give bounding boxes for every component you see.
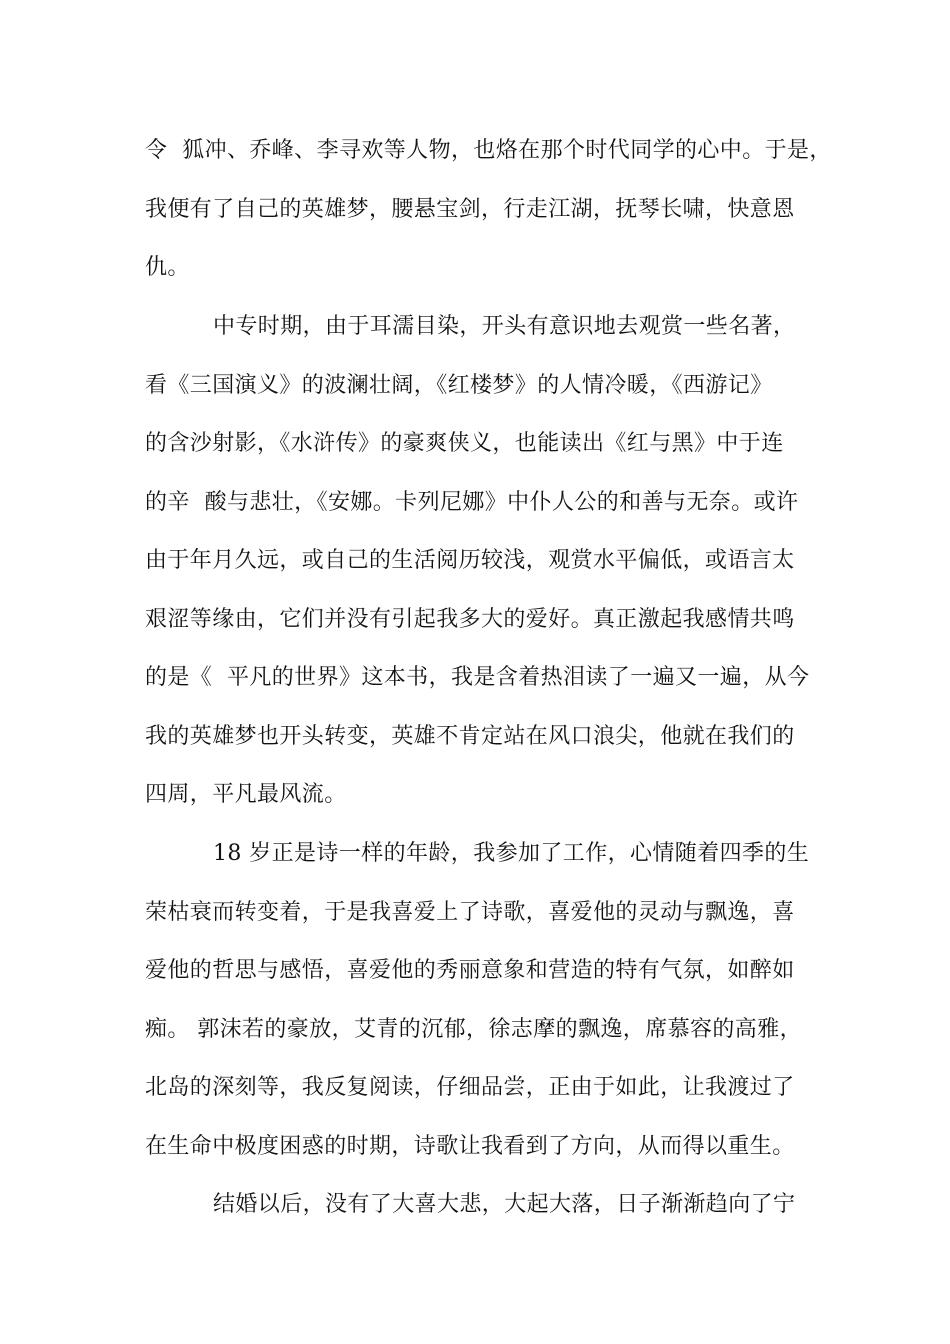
text-line: 由于年月久远，或自己的生活阅历较浅，观赏水平偏低，或语言太 (145, 548, 795, 573)
text-line: 爱他的哲思与感悟，喜爱他的秀丽意象和营造的特有气氛，如醉如 (145, 958, 795, 983)
text-line: 在生命中极度困惑的时期，诗歌让我看到了方向，从而得以重生。 (145, 1134, 795, 1159)
text-line: 艰涩等缘由，它们并没有引起我多大的爱好。真正激起我感情共鸣 (145, 607, 795, 632)
text-line: 的是《 平凡的世界》这本书，我是含着热泪读了一遍又一遍，从今 (145, 665, 810, 690)
text-line: 四周，平凡最风流。 (145, 782, 347, 807)
text-line: 令 狐冲、乔峰、李寻欢等人物，也烙在那个时代同学的心中。于是， (145, 138, 832, 163)
paragraph-first-line: 结婚以后，没有了大喜大悲，大起大落，日子渐渐趋向了宁 (213, 1192, 796, 1217)
text-line: 痴。 郭沫若的豪放，艾青的沉郁，徐志摩的飘逸，席慕容的高雅， (145, 1017, 802, 1042)
text-line: 仇。 (145, 255, 190, 280)
text-line: 我便有了自己的英雄梦，腰悬宝剑，行走江湖，抚琴长啸，快意恩 (145, 197, 795, 222)
text-line: 看《三国演义》的波澜壮阔，《红楼梦》的人情冷暖，《西游记》 (145, 373, 773, 398)
text-line: 的辛 酸与悲壮，《安娜。卡列尼娜》中仆人公的和善与无奈。或许 (145, 490, 799, 515)
text-line: 荣枯衰而转变着，于是我喜爱上了诗歌，喜爱他的灵动与飘逸，喜 (145, 900, 795, 925)
paragraph-first-line: 18 岁正是诗一样的年龄，我参加了工作，心情随着四季的生 (213, 841, 810, 866)
text-line: 我的英雄梦也开头转变，英雄不肯定站在风口浪尖，他就在我们的 (145, 724, 795, 749)
paragraph-first-line: 中专时期，由于耳濡目染，开头有意识地去观赏一些名著， (213, 314, 796, 339)
text-line: 北岛的深刻等，我反复阅读，仔细品尝，正由于如此，让我渡过了 (145, 1075, 795, 1100)
text-line: 的含沙射影，《水浒传》的豪爽侠义，也能读出《红与黑》中于连 (145, 431, 784, 456)
